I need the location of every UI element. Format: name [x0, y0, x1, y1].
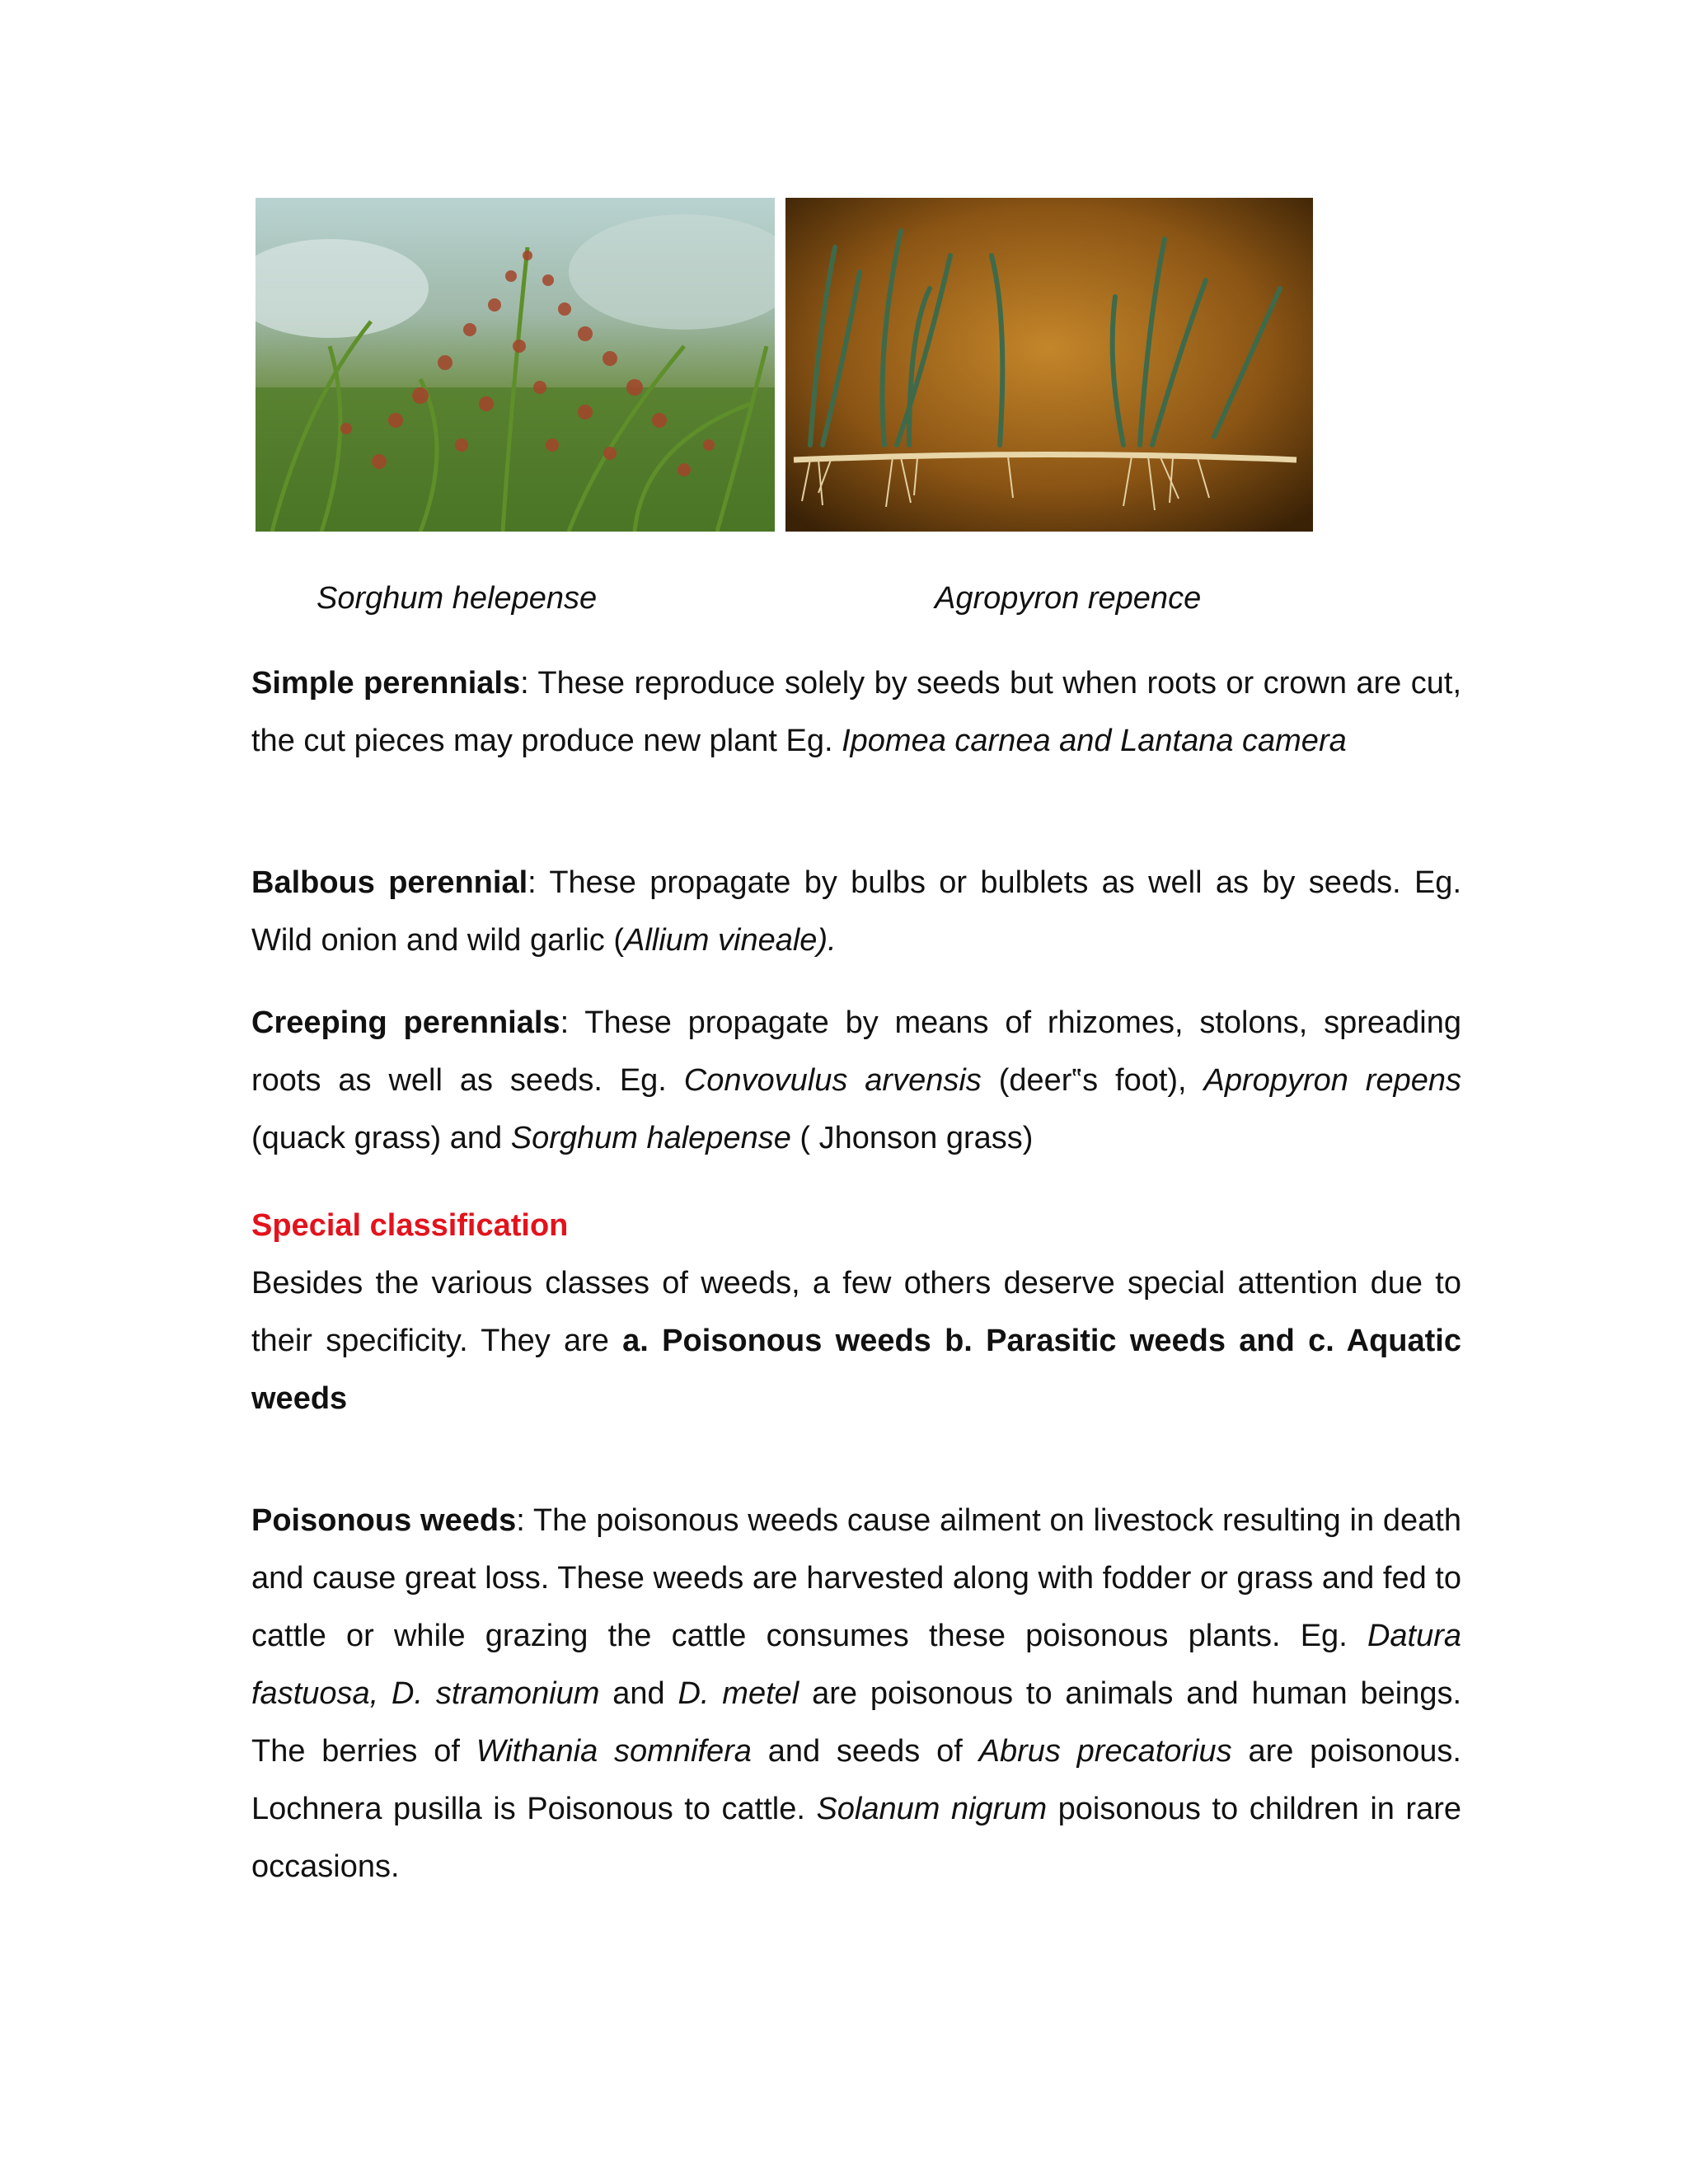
poison-text-5: are poisonous. Lochnera pusilla is Poisonous to cattle.: [251, 1734, 1461, 1826]
term-balbous-perennial: Balbous perennial: [251, 865, 528, 900]
paragraph-simple-perennials: [251, 654, 1461, 770]
special-list: a. Poisonous weeds b. Parasitic weeds and c. Aquatic weeds: [251, 1324, 1461, 1416]
paragraph-balbous-perennial: [251, 854, 1461, 969]
paragraph-creeping-perennials: [251, 994, 1461, 1167]
balbous-example: Allium vineale).: [623, 923, 837, 958]
sorghum-grass-image: [256, 198, 775, 532]
term-simple-perennials: Simple perennials: [251, 666, 521, 701]
creeping-text-4: ( Jhonson grass): [790, 1121, 1034, 1155]
term-creeping-perennials: Creeping perennials: [251, 1005, 560, 1040]
caption-agropyron: Agropyron repence: [935, 581, 1202, 616]
poison-example-1: Datura fastuosa, D. stramonium: [251, 1619, 1461, 1711]
simple-text: : These reproduce solely by seeds but when roots or crown are cut, the cut pieces may produce new plant Eg.: [251, 666, 1461, 758]
poison-text-3: are poisonous to animals and human beings. The berries of: [251, 1676, 1462, 1769]
term-poisonous-weeds: Poisonous weeds: [251, 1503, 517, 1538]
creeping-text-2: (deer‟s foot),: [981, 1063, 1204, 1098]
poison-text-4: and seeds of: [751, 1734, 979, 1769]
sorghum-photo: [256, 198, 775, 532]
poison-example-5: Solanum nigrum: [816, 1792, 1048, 1826]
caption-sorghum: Sorghum helepense: [316, 581, 598, 616]
simple-example: Ipomea carnea and Lantana camera: [842, 724, 1347, 758]
agropyron-photo: [785, 198, 1313, 532]
balbous-text: : These propagate by bulbs or bulblets as well as by seeds. Eg. Wild onion and wild garlic (: [251, 865, 1461, 958]
creeping-example-1: Convovulus arvensis: [683, 1063, 982, 1098]
creeping-text-1: : These propagate by means of rhizomes, stolons, spreading roots as well as seeds. Eg.: [251, 1005, 1461, 1098]
creeping-example-2: Apropyron repens: [1203, 1063, 1461, 1098]
creeping-text-3: (quack grass) and: [251, 1121, 511, 1155]
poison-text-6: poisonous to children in rare occasions.: [251, 1792, 1462, 1884]
heading-special-classification: Special classification: [251, 1208, 569, 1243]
special-text: Besides the various classes of weeds, a few others deserve special attention due to their specificity. They are: [251, 1266, 1461, 1358]
creeping-example-3: Sorghum halepense: [510, 1121, 791, 1155]
poison-example-3: Withania somnifera: [476, 1734, 752, 1769]
poison-example-4: Abrus precatorius: [978, 1734, 1232, 1769]
agropyron-rhizome-image: [785, 198, 1313, 532]
paragraph-poisonous-weeds: [251, 1492, 1461, 1896]
paragraph-special-classification: [251, 1254, 1461, 1427]
poison-text-2: and: [599, 1676, 678, 1711]
poison-text-1: : The poisonous weeds cause ailment on livestock resulting in death and cause great loss. These weeds are harvested along with fodder or grass and fed to cattle or while grazing the cattle consumes these poisonous plants. Eg.: [251, 1503, 1461, 1653]
poison-example-2: D. metel: [678, 1676, 799, 1711]
